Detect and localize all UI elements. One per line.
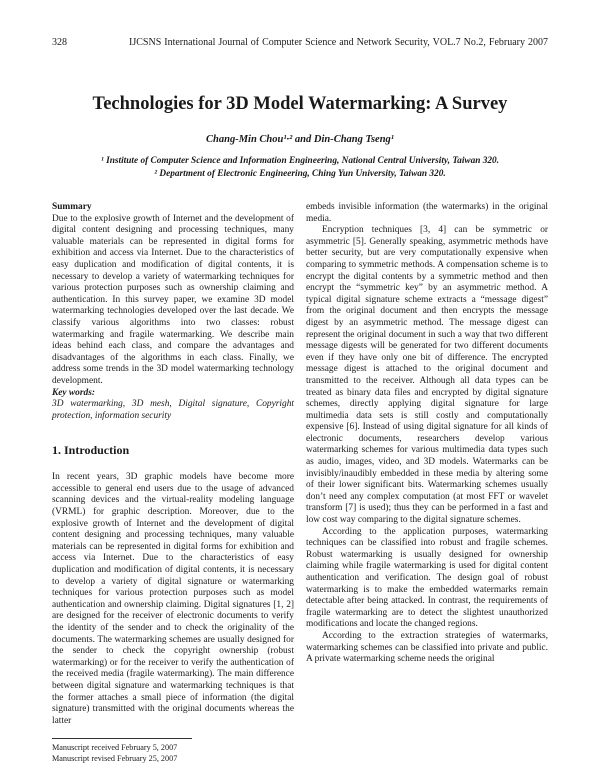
keywords-heading: Key words:: [52, 387, 95, 398]
running-header: [52, 36, 548, 50]
abstract-heading: Summary: [52, 202, 92, 212]
keywords-text: 3D watermarking, 3D mesh, Digital signature, Copyright protection, information security: [52, 399, 294, 421]
affiliation-1: ¹ Institute of Computer Science and Information Engineering, National Central University, Taiwan 320.: [100, 156, 500, 166]
right-column: [306, 202, 548, 666]
right-paragraph-3: According to the application purposes, watermarking techniques can be classified into robust and fragile schemes. Robust watermarking is usually designed for ownership claiming while fragile watermarking is used for digital content authentication and verification. The design goal of robust watermarking is to make the embedded watermarks remain detectable after being attacked. In contrast, the requirements of fragile watermarking are to detect the slightest unauthorized modifications and locate the changed regions.: [306, 526, 548, 630]
right-paragraph-4: According to the extraction strategies of watermarks, watermarking schemes can be classified into private and public. A private watermarking scheme needs the original: [306, 630, 548, 665]
right-paragraph-1: embeds invisible information (the watermarks) in the original media.: [306, 202, 548, 224]
paper-title: Technologies for 3D Model Watermarking: A Survey: [92, 94, 508, 114]
footnote-rule: [52, 738, 192, 739]
intro-paragraph: In recent years, 3D graphic models have become more accessible to general end users due to the usage of advanced scanning devices and the virtual-reality modeling language (VRML) for graphic description. Moreover, due to the explosive growth of Internet and the development of digital content designing and processing techniques, many valuable materials can be represented in digital forms for exhibition and access via Internet. Due to the characteristics of easy duplication and modification of digital contents, it is necessary to develop a variety of digital signature or watermarking techniques for various protection purposes such as model authentication and ownership claiming. Digital signatures [1, 2] are designed for the receiver of electronic documents to verify the identity of the sender and to check the originality of the documents. The watermarking schemes are usually designed for the sender to check the copyright ownership (robust watermarking) or for the receiver to verify the authentication of the received media (fragile watermarking). The main difference between digital signature and watermarking techniques is that the former attaches a small piece of information (the digital signature) transmitted with the original documents whereas the latter: [52, 472, 294, 726]
section-heading-introduction: 1. Introduction: [52, 443, 130, 458]
right-paragraph-2: Encryption techniques [3, 4] can be symmetric or asymmetric [5]. Generally speaking, asymmetric methods have better security, but are very computationally expensive when comparing to symmetric methods. A compensation scheme is to encrypt the digital contents by a symmetric method and then encrypt the “symmetric key” by an asymmetric method. A typical digital signature scheme extracts a “message digest” from the original document and then encrypts the message digest by an asymmetric method. The message digest can represent the original document in such a way that two different message digests will be generated for two different documents even if they have only one bit of difference. The encrypted message digest is attached to the original document and transmitted to the receiver. Although all data types can be treated as binary data files and encrypted by digital signature schemes, directly applying digital signature for large multimedia data sets is still costly and computationally expensive [6]. Instead of using digital signature for all kinds of electronic documents, researchers develop various watermarking schemes for various multimedia data types such as audio, images, video, and 3D models. Watermarks can be invisibly/inaudibly embedded in these media by altering some of their lower significant bits. Watermarking schemes usually don’t need any complex computation (at most FFT or wavelet transform [7] is used); thus they can be performed in a fast and low cost way comparing to the digital signature schemes.: [306, 225, 548, 526]
manuscript-revised: Manuscript revised February 25, 2007: [52, 754, 178, 763]
manuscript-received: Manuscript received February 5, 2007: [52, 743, 178, 752]
affiliation-2: ² Department of Electronic Engineering, Ching Yun University, Taiwan 320.: [154, 169, 446, 179]
abstract-text: Due to the explosive growth of Internet and the development of digital content designing and processing techniques, many valuable materials can be represented in digital forms for exhibition and access via Internet. Due to the characteristics of easy duplication and modification of digital contents, it is necessary to develop a variety of watermarking techniques for various protection purposes such as ownership claiming and authentication. In this survey paper, we examine 3D model watermarking technologies developed over the last decade. We classify various algorithms into two classes: robust watermarking and fragile watermarking. We describe main ideas behind each class, and compare the advantages and disadvantages of the algorithms in each class. Finally, we address some trends in the 3D model watermarking technology development.: [52, 213, 294, 386]
journal-name: IJCSNS International Journal of Computer Science and Network Security, VOL.7 No.2, February 2007: [129, 37, 548, 48]
author-list: Chang-Min Chou¹·² and Din-Chang Tseng¹: [206, 134, 394, 145]
manuscript-footnote: [52, 738, 294, 764]
left-column: [52, 202, 294, 727]
page-number: 328: [52, 37, 67, 48]
